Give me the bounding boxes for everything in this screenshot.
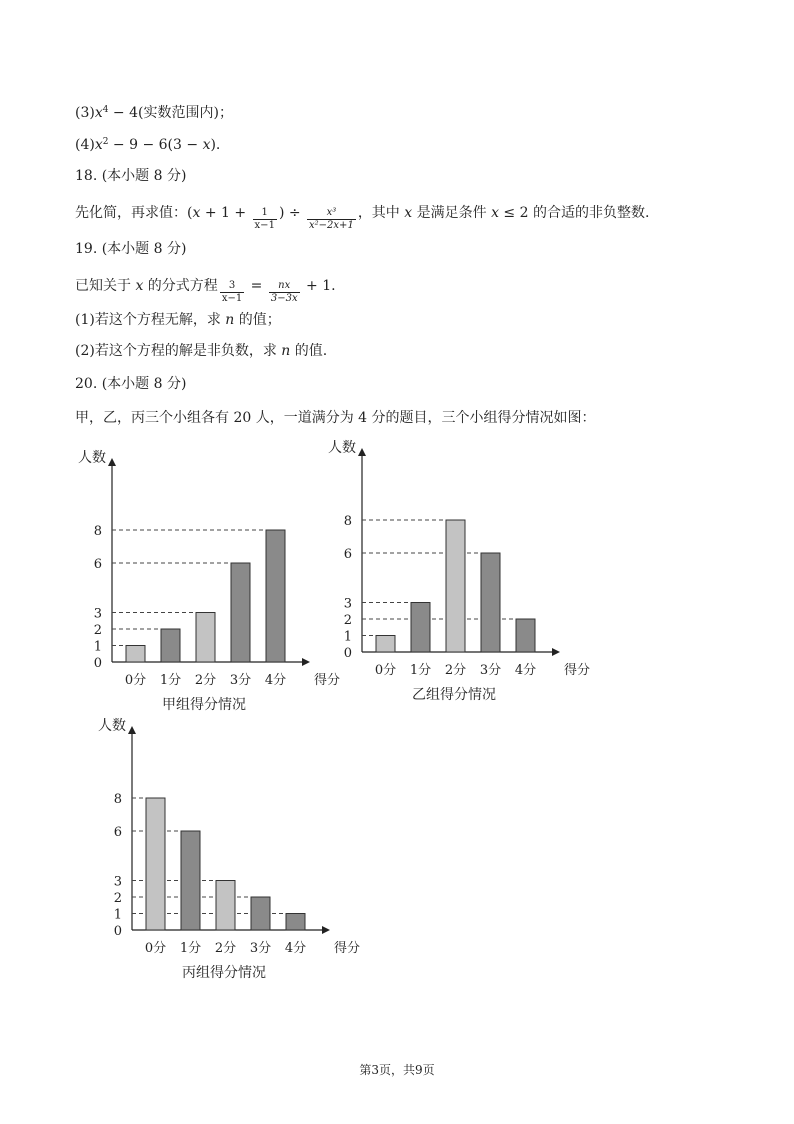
text-segment: ，其中 bbox=[357, 205, 405, 221]
y-axis-arrow bbox=[108, 458, 116, 466]
bar-4 bbox=[286, 914, 305, 931]
denominator: 3−3x bbox=[270, 293, 298, 304]
x-axis-arrow bbox=[552, 648, 560, 656]
bar-3 bbox=[481, 553, 500, 652]
problem-19-part-1 bbox=[75, 310, 281, 330]
x-axis-label: 得分 bbox=[314, 673, 340, 688]
x-tick-label: 2分 bbox=[214, 941, 237, 956]
y-axis-label: 人数 bbox=[78, 450, 106, 466]
bar-0 bbox=[376, 636, 395, 653]
problem-20-text: 甲，乙，丙三个小组各有 20 人，一道满分为 4 分的题目，三个小组得分情况如图： bbox=[75, 410, 596, 426]
x-tick-label: 4分 bbox=[264, 673, 287, 688]
x-axis-arrow bbox=[322, 926, 330, 934]
bar-1 bbox=[161, 629, 180, 662]
chart-group-jia bbox=[60, 440, 340, 720]
variable-n: n bbox=[225, 312, 235, 328]
bar-2 bbox=[446, 520, 465, 652]
y-tick-label: 1 bbox=[113, 907, 122, 923]
bar-4 bbox=[516, 619, 535, 652]
bar-1 bbox=[411, 603, 430, 653]
text-segment: (2)若这个方程的解是非负数，求 bbox=[75, 343, 282, 359]
exponent: 4 bbox=[102, 105, 109, 115]
chart-title: 丙组得分情况 bbox=[182, 965, 266, 981]
text-segment: (1)若这个方程无解，求 bbox=[75, 312, 226, 328]
problem-20-header: 20. (本小题 8 分) bbox=[75, 376, 187, 392]
x-tick-label: 0分 bbox=[124, 673, 147, 688]
text-segment: ) ÷ bbox=[278, 205, 306, 221]
expression-rest: − 4(实数范围内)； bbox=[108, 105, 233, 121]
y-axis-arrow bbox=[128, 726, 136, 734]
chart-title: 甲组得分情况 bbox=[162, 697, 246, 713]
text-segment: + 1 + bbox=[200, 205, 251, 221]
problem-19-text bbox=[75, 276, 336, 305]
y-tick-label: 2 bbox=[113, 891, 122, 906]
problem-17-part-4 bbox=[75, 135, 220, 155]
y-axis-label: 人数 bbox=[328, 440, 356, 456]
x-tick-label: 3分 bbox=[249, 941, 272, 956]
variable-x: x bbox=[192, 205, 201, 221]
bar-4 bbox=[266, 530, 285, 662]
y-tick-label: 8 bbox=[113, 792, 122, 807]
x-tick-label: 0分 bbox=[374, 663, 397, 678]
variable-x: x bbox=[202, 137, 211, 153]
variable-n: n bbox=[281, 343, 291, 359]
text-segment: 是满足条件 bbox=[412, 205, 492, 221]
x-axis-label: 得分 bbox=[334, 941, 360, 956]
fraction-3-over-x-minus-1 bbox=[220, 280, 244, 305]
bar-2 bbox=[216, 881, 235, 931]
text-segment: 的分式方程 bbox=[143, 278, 218, 294]
fraction-1-over-x-minus-1 bbox=[253, 207, 277, 232]
text-segment: ≤ 2 的合适的非负整数. bbox=[498, 205, 650, 221]
bar-0 bbox=[146, 798, 165, 930]
bar-2 bbox=[196, 613, 215, 663]
problem-18-text bbox=[75, 203, 649, 232]
fraction-nx-over-3-minus-3x bbox=[269, 280, 300, 305]
y-tick-label: 8 bbox=[343, 514, 352, 529]
y-tick-label: 0 bbox=[113, 924, 122, 939]
text-segment: + 1. bbox=[301, 278, 336, 294]
problem-19-part-2 bbox=[75, 341, 327, 361]
bar-3 bbox=[251, 897, 270, 930]
y-tick-label: 3 bbox=[113, 874, 122, 890]
y-tick-label: 2 bbox=[343, 613, 352, 628]
variable-x: x bbox=[94, 105, 103, 121]
variable-x: x bbox=[135, 278, 144, 294]
numerator: 1 bbox=[253, 207, 277, 220]
fraction-x-cubed bbox=[307, 207, 356, 232]
chart-group-bing bbox=[80, 708, 360, 988]
x-tick-label: 0分 bbox=[144, 941, 167, 956]
y-axis-label: 人数 bbox=[98, 718, 126, 734]
part-label: (4) bbox=[75, 137, 95, 153]
x-tick-label: 3分 bbox=[229, 673, 252, 688]
x-axis-label: 得分 bbox=[564, 663, 590, 678]
y-tick-label: 8 bbox=[93, 524, 102, 539]
y-axis-arrow bbox=[358, 448, 366, 456]
variable-x: x bbox=[94, 137, 103, 153]
y-tick-label: 6 bbox=[113, 825, 122, 840]
x-tick-label: 1分 bbox=[409, 663, 432, 678]
chart-title: 乙组得分情况 bbox=[412, 687, 496, 703]
expression-mid: − 9 − 6(3 − bbox=[108, 137, 203, 153]
x-tick-label: 3分 bbox=[479, 663, 502, 678]
chart-group-yi bbox=[310, 430, 590, 710]
part-label: (3) bbox=[75, 105, 95, 121]
y-tick-label: 2 bbox=[93, 623, 102, 638]
y-tick-label: 6 bbox=[343, 547, 352, 562]
x-tick-label: 1分 bbox=[179, 941, 202, 956]
x-tick-label: 4分 bbox=[284, 941, 307, 956]
numerator: 3 bbox=[220, 280, 244, 293]
x-tick-label: 2分 bbox=[194, 673, 217, 688]
bar-0 bbox=[126, 646, 145, 663]
y-tick-label: 6 bbox=[93, 557, 102, 572]
text-segment: 的值. bbox=[290, 343, 328, 359]
text-segment: 已知关于 bbox=[75, 278, 136, 294]
page-footer: 第3页，共9页 bbox=[359, 1063, 435, 1077]
y-tick-label: 1 bbox=[343, 629, 352, 645]
y-tick-label: 3 bbox=[343, 596, 352, 612]
y-tick-label: 3 bbox=[93, 606, 102, 622]
x-tick-label: 1分 bbox=[159, 673, 182, 688]
denominator: x²−2x+1 bbox=[309, 220, 354, 231]
variable-x: x bbox=[491, 205, 499, 221]
numerator: nx bbox=[269, 280, 300, 293]
bar-3 bbox=[231, 563, 250, 662]
denominator: x−1 bbox=[221, 293, 243, 304]
x-tick-label: 4分 bbox=[514, 663, 537, 678]
expression-end: ). bbox=[210, 137, 221, 153]
text-segment: 先化简，再求值：( bbox=[75, 205, 193, 221]
numerator: x³ bbox=[307, 207, 356, 220]
exponent: 2 bbox=[102, 137, 109, 147]
denominator: x−1 bbox=[254, 220, 275, 231]
text-segment: = bbox=[246, 278, 267, 294]
x-tick-label: 2分 bbox=[444, 663, 467, 678]
problem-17-part-3 bbox=[75, 103, 233, 123]
problem-18-header: 18. (本小题 8 分) bbox=[75, 168, 187, 184]
problem-19-header: 19. (本小题 8 分) bbox=[75, 241, 187, 257]
y-tick-label: 1 bbox=[93, 639, 102, 655]
variable-x: x bbox=[404, 205, 413, 221]
bar-1 bbox=[181, 831, 200, 930]
y-tick-label: 0 bbox=[93, 656, 102, 671]
text-segment: 的值； bbox=[234, 312, 281, 328]
y-tick-label: 0 bbox=[343, 646, 352, 661]
x-axis-arrow bbox=[302, 658, 310, 666]
